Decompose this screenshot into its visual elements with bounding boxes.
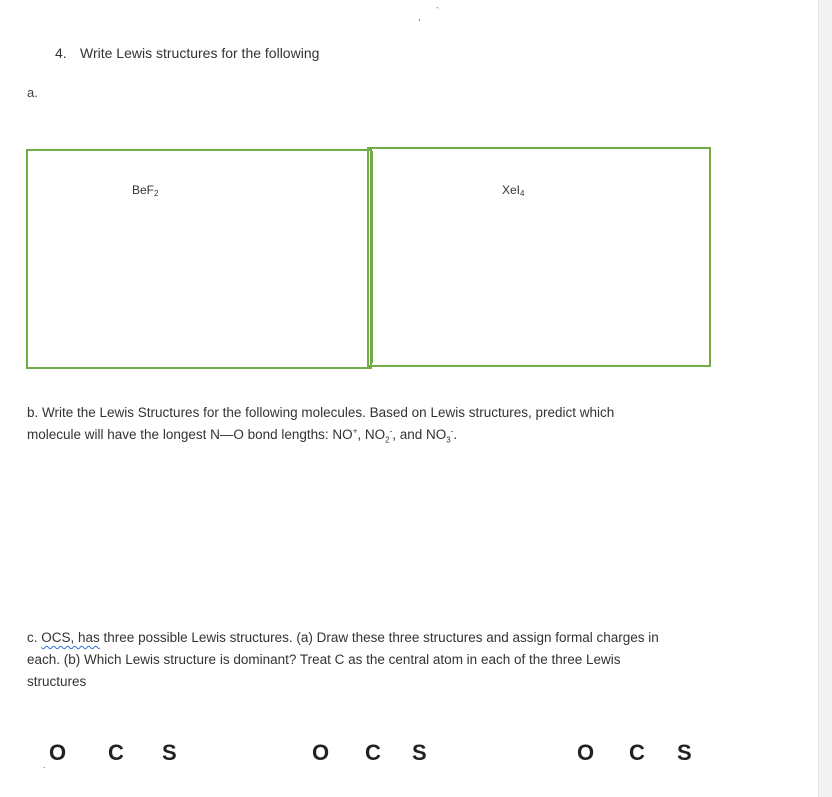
atom-o: O [577, 740, 595, 765]
part-b-paragraph [27, 402, 727, 446]
part-c-paragraph [27, 627, 727, 693]
atom-c: C [108, 740, 124, 765]
part-b-line2: molecule will have the longest N—O bond lengths: NO+, $NO_2^-$, and $NO_3^-$. [27, 426, 458, 445]
question-number: 4. [55, 45, 67, 61]
atom-c: C [365, 740, 381, 765]
answer-box-xei4[interactable] [367, 147, 711, 367]
atom-o: O [49, 740, 67, 765]
question-text: Write Lewis structures for the following [80, 45, 320, 61]
atom-c: C [629, 740, 645, 765]
stray-mark: . [43, 760, 46, 770]
box-divider [371, 151, 373, 363]
scrollbar-gutter[interactable] [818, 0, 832, 797]
formula-xei4: XeI$_4$ [502, 183, 525, 198]
stray-mark: , [418, 12, 421, 22]
stray-mark: ` [436, 6, 439, 16]
question-title [55, 45, 319, 61]
answer-box-bef2[interactable] [26, 149, 372, 369]
part-b-line1: b. Write the Lewis Structures for the following molecules. Based on Lewis structures, predict which [27, 405, 615, 420]
atom-s: S [162, 740, 177, 765]
part-c-line3: structures [27, 674, 87, 689]
atom-s: S [677, 740, 692, 765]
formula-bef2: BeF$_2$ [132, 183, 159, 198]
part-c-line1: c. OCS, has three possible Lewis structures. (a) Draw these three structures and assign formal charges in [27, 630, 659, 645]
part-c-line2: each. (b) Which Lewis structure is dominant? Treat C as the central atom in each of the three Lewis [27, 652, 621, 667]
atom-s: S [412, 740, 427, 765]
spellcheck-underline: OCS, has [41, 630, 100, 645]
part-a-label: a. [27, 85, 38, 100]
atom-o: O [312, 740, 330, 765]
